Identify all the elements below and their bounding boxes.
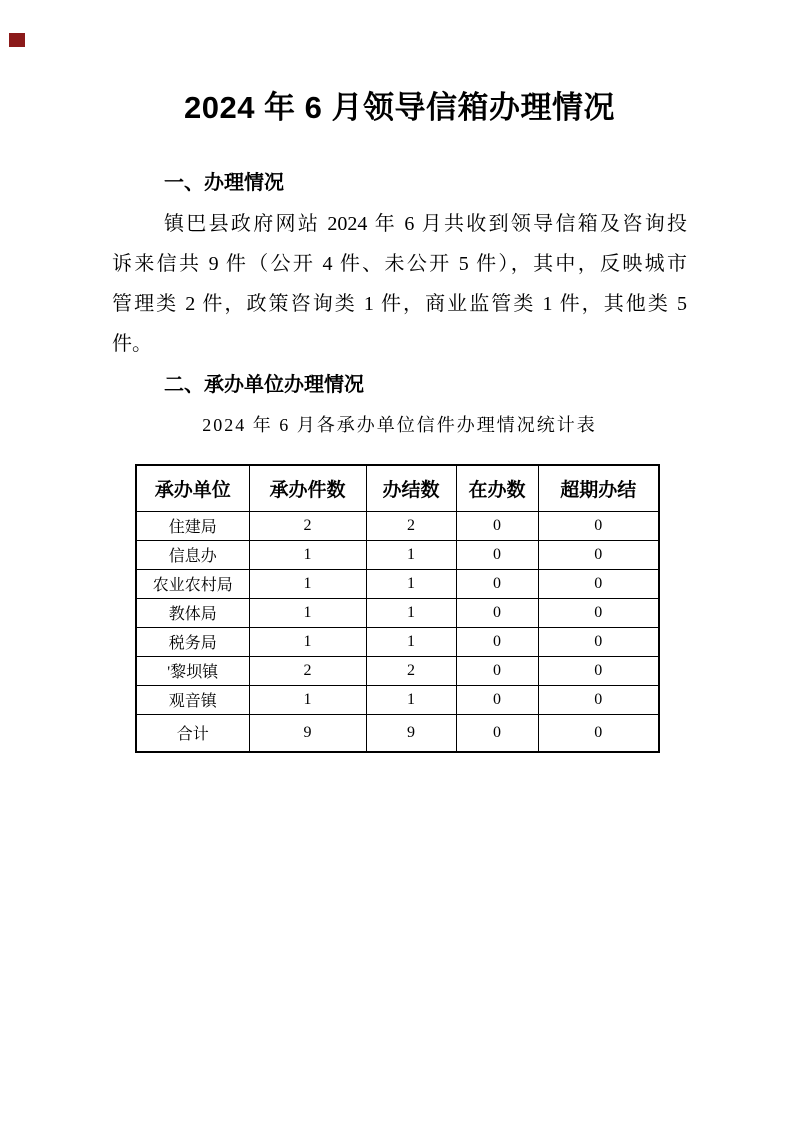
unit-cell: 合计 bbox=[136, 714, 249, 752]
unit-cell: 教体局 bbox=[136, 598, 249, 627]
header-cell: 在办数 bbox=[456, 465, 538, 511]
table-row bbox=[136, 598, 659, 627]
value-cell: 0 bbox=[456, 685, 538, 714]
value-cell: 0 bbox=[456, 598, 538, 627]
paragraph-processing-summary bbox=[112, 204, 687, 364]
unit-cell: 农业农村局 bbox=[136, 569, 249, 598]
section-heading-2: 二、承办单位办理情况 bbox=[164, 374, 364, 396]
header-cell: 承办单位 bbox=[136, 465, 249, 511]
value-cell: 0 bbox=[538, 656, 659, 685]
value-cell: 0 bbox=[538, 511, 659, 540]
table-row bbox=[136, 685, 659, 714]
header-cell: 超期办结 bbox=[538, 465, 659, 511]
stats-table bbox=[135, 464, 660, 753]
unit-cell: 住建局 bbox=[136, 511, 249, 540]
table-row bbox=[136, 714, 659, 752]
value-cell: 2 bbox=[249, 656, 366, 685]
value-cell: 0 bbox=[456, 511, 538, 540]
paragraph-line: 镇巴县政府网站 2024 年 6 月共收到领导信箱及咨询投 bbox=[164, 213, 687, 235]
value-cell: 1 bbox=[249, 685, 366, 714]
paragraph-line: 件。 bbox=[112, 333, 152, 355]
value-cell: 1 bbox=[366, 540, 456, 569]
value-cell: 1 bbox=[249, 598, 366, 627]
value-cell: 1 bbox=[366, 627, 456, 656]
value-cell: 1 bbox=[249, 540, 366, 569]
value-cell: 0 bbox=[538, 685, 659, 714]
value-cell: 1 bbox=[366, 685, 456, 714]
table-header-row bbox=[136, 465, 659, 511]
unit-cell: 观音镇 bbox=[136, 685, 249, 714]
value-cell: 9 bbox=[366, 714, 456, 752]
value-cell: 0 bbox=[538, 540, 659, 569]
unit-cell: 税务局 bbox=[136, 627, 249, 656]
table-caption: 2024 年 6 月各承办单位信件办理情况统计表 bbox=[202, 415, 597, 435]
header-cell: 办结数 bbox=[366, 465, 456, 511]
value-cell: 0 bbox=[538, 598, 659, 627]
value-cell: 9 bbox=[249, 714, 366, 752]
table-row bbox=[136, 569, 659, 598]
unit-cell: '黎坝镇 bbox=[136, 656, 249, 685]
document-title: 2024 年 6 月领导信箱办理情况 bbox=[183, 90, 616, 125]
value-cell: 0 bbox=[456, 540, 538, 569]
section-heading-1: 一、办理情况 bbox=[164, 172, 284, 194]
value-cell: 2 bbox=[249, 511, 366, 540]
value-cell: 0 bbox=[538, 627, 659, 656]
table-body bbox=[136, 511, 659, 752]
table-row bbox=[136, 627, 659, 656]
value-cell: 2 bbox=[366, 511, 456, 540]
value-cell: 1 bbox=[249, 627, 366, 656]
value-cell: 0 bbox=[456, 656, 538, 685]
header-cell: 承办件数 bbox=[249, 465, 366, 511]
paragraph-line: 管理类 2 件，政策咨询类 1 件，商业监管类 1 件，其他类 5 bbox=[112, 293, 687, 315]
table-row bbox=[136, 511, 659, 540]
table-row bbox=[136, 540, 659, 569]
value-cell: 0 bbox=[538, 569, 659, 598]
value-cell: 0 bbox=[538, 714, 659, 752]
value-cell: 0 bbox=[456, 714, 538, 752]
red-corner-mark bbox=[9, 33, 25, 47]
value-cell: 1 bbox=[366, 569, 456, 598]
value-cell: 1 bbox=[366, 598, 456, 627]
value-cell: 0 bbox=[456, 569, 538, 598]
table-row bbox=[136, 656, 659, 685]
paragraph-line: 诉来信共 9 件（公开 4 件、未公开 5 件），其中，反映城市 bbox=[112, 253, 687, 275]
value-cell: 2 bbox=[366, 656, 456, 685]
value-cell: 1 bbox=[249, 569, 366, 598]
value-cell: 0 bbox=[456, 627, 538, 656]
unit-cell: 信息办 bbox=[136, 540, 249, 569]
